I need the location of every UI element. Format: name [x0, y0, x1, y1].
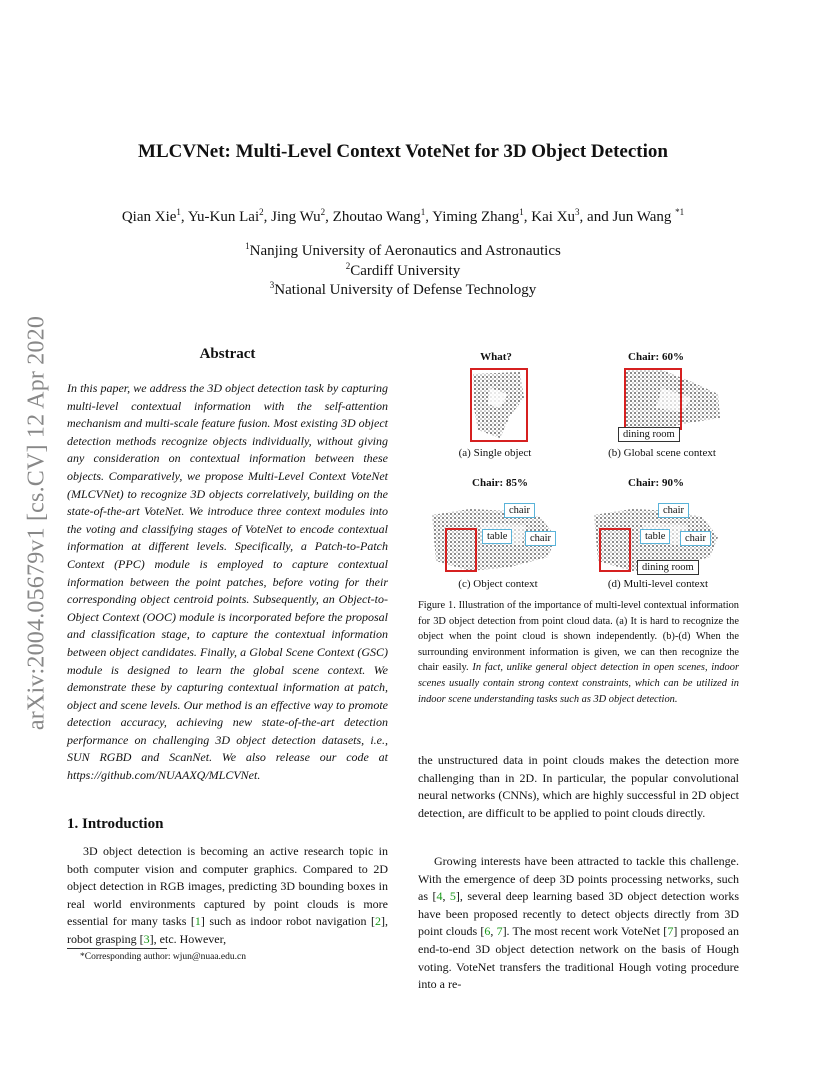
affiliation: $^2$Cardiff University: [345, 261, 461, 279]
panel-caption: (c) Object context: [458, 578, 538, 590]
object-label: table: [482, 529, 512, 544]
panel-title: Chair: 90%: [628, 477, 684, 489]
panel-caption: (d) Multi-level context: [607, 578, 709, 590]
footnote-rule: [67, 948, 167, 949]
affiliation: $^1$Nanjing University of Aeronautics and Astronautics: [245, 241, 561, 259]
panel-title: Chair: 60%: [628, 351, 684, 363]
author: Qian Xie$^1$: [121, 207, 181, 225]
body-paragraph: Growing interests have been attracted to tackle this challenge. With the emergence of deep 3D points processing networks, such as [4, 5], several deep learning based 3D object detection works have been proposed recently to detect objects directly from 3D point clouds [6, 7]. The most recent work VoteNet [7] proposed an end-to-end 3D object detection network on the basis of Hough voting. VoteNet transfers the traditional Hough voting procedure into a re-: [418, 854, 739, 992]
author: and Jun Wang $^{*1}$: [587, 207, 685, 225]
body-paragraph: the unstructured data in point clouds makes the detection more challenging than in 2D. In particular, the popular convolutional neural networks (CNNs), which are highly successful in 2D object detection, are difficult to be applied to point clouds directly.: [418, 753, 739, 820]
point-cloud-single: [470, 368, 528, 442]
author: Zhoutao Wang$^1$: [332, 207, 426, 225]
author: Kai Xu$^3$: [531, 207, 580, 225]
intro-heading: 1. Introduction: [67, 816, 164, 832]
arxiv-stamp: arXiv:2004.05679v1 [cs.CV] 12 Apr 2020: [23, 315, 50, 731]
citation-link[interactable]: 2: [375, 914, 381, 929]
citation-link[interactable]: 7: [496, 924, 503, 939]
paper-title: MLCVNet: Multi-Level Context VoteNet for 3D Object Detection: [138, 141, 668, 162]
citation-link[interactable]: 1: [194, 914, 201, 929]
author: Yu-Kun Lai$^2$: [187, 207, 264, 225]
intro-paragraph: 3D object detection is becoming an active research topic in both computer vision and computer graphics. Compared to 2D object detection in RGB images, predicting 3D bounding boxes in real world environments captured by point clouds is more essential for many tasks [1] such as indoor robot navigation [2], robot grasping [3], etc. However,: [67, 844, 388, 946]
author-list: Qian Xie$^1$, Yu-Kun Lai$^2$, Jing Wu$^2$, Zhoutao Wang$^1$, Yiming Zhang$^1$, Kai Xu$^3$, and Jun Wang $^{*1}$: [121, 207, 685, 225]
scene-label: dining room: [618, 427, 680, 442]
citation-link[interactable]: 7: [667, 924, 674, 939]
footnote: *Corresponding author: wjun@nuaa.edu.cn: [80, 952, 246, 962]
object-label: chair: [504, 503, 535, 518]
object-label: chair: [525, 531, 556, 546]
author: Yiming Zhang$^1$: [432, 207, 524, 225]
citation-link[interactable]: 4: [436, 889, 443, 904]
citation-link[interactable]: 6: [484, 924, 491, 939]
abstract-heading: Abstract: [199, 346, 256, 362]
panel-caption: (a) Single object: [458, 447, 532, 459]
citation-link[interactable]: 3: [143, 931, 150, 946]
panel-caption: (b) Global scene context: [608, 447, 716, 459]
scene-label: dining room: [637, 560, 699, 575]
affiliation: $^3$National University of Defense Technology: [269, 280, 537, 298]
object-label: chair: [680, 531, 711, 546]
figure-caption: Figure 1. Illustration of the importance of multi-level contextual information for 3D object detection from point cloud data. (a) It is hard to recognize the object when the point cloud is shown independently. (b)-(d) When the surrounding environment information is given, we can then recognize the chair easily. In fact, unlike general object detection in open scenes, indoor scenes usually contain strong context constraints, which can be utilized in indoor scene understanding tasks such as 3D object detection.: [418, 600, 739, 705]
abstract-text: In this paper, we address the 3D object detection task by capturing multi-level contextual information with the self-attention mechanism and multi-scale feature fusion. Most existing 3D object detection methods recognize objects individually, without giving any consideration on contextual information between these objects. Comparatively, we propose Multi-Level Context VoteNet (MLCVNet) to recognize 3D objects correlatively, building on the state-of-the-art VoteNet. We introduce three context modules into the voting and classifying stages of VoteNet to encode contextual information at different levels. Specifically, a Patch-to-Patch Context (PPC) module is employed to capture contextual information between the point patches, before voting for their corresponding object centroid points. Subsequently, an Object-to-Object Context (OOC) module is incorporated before the proposal and classification stage, to capture the contextual information between object candidates. Finally, a Global Scene Context (GSC) module is designed to learn the global scene context. We demonstrate these by capturing contextual information at patch, object and scene levels. Our method is an effective way to promote detection accuracy, achieving new state-of-the-art detection performance on challenging 3D object detection datasets, i.e., SUN RGBD and ScanNet. We also release our code at https://github.com/NUAAXQ/MLCVNet.: [67, 381, 388, 783]
object-label: table: [640, 529, 670, 544]
author: Jing Wu$^2$: [271, 207, 326, 225]
panel-title: Chair: 85%: [472, 477, 528, 489]
object-label: chair: [658, 503, 689, 518]
panel-title: What?: [480, 351, 512, 363]
citation-link[interactable]: 5: [449, 889, 456, 904]
